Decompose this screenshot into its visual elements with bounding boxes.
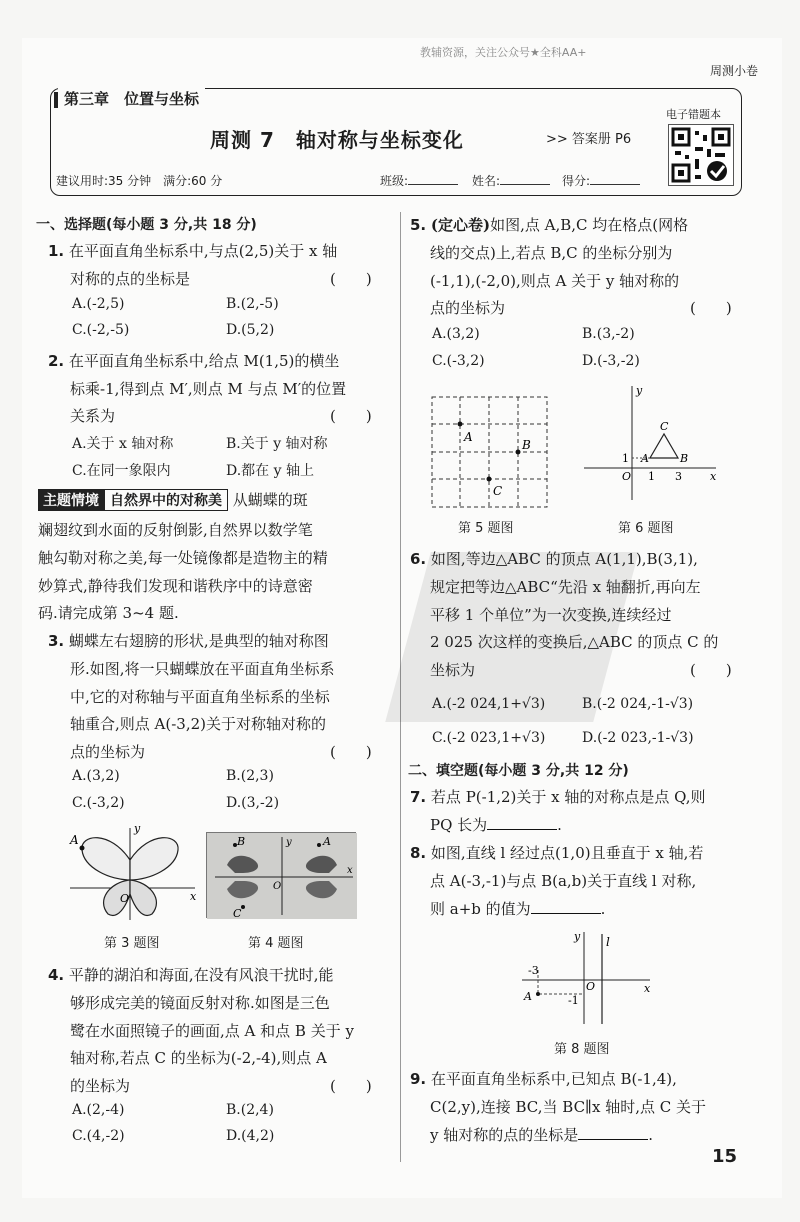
fig8-point-a: [536, 992, 540, 996]
figure-6-caption: 第 6 题图: [618, 521, 674, 536]
q3-line2: 形.如图,将一只蝴蝶放在平面直角坐标系: [70, 660, 335, 678]
q6-line5: 坐标为: [430, 661, 476, 679]
q2-option-a[interactable]: A.关于 x 轴对称: [72, 436, 174, 452]
fig6-label-x3: 3: [675, 470, 682, 483]
q8-text1: 如图,直线 l 经过点(1,0)且垂直于 x 轴,若: [430, 844, 704, 862]
meta-time: 建议用时:35 分钟 满分:60 分: [56, 174, 223, 188]
fig3-left-upper-wing: [82, 838, 130, 880]
theme-tag: 主题情境: [38, 489, 104, 511]
series-label: 周测小卷: [709, 64, 758, 78]
top-note: 教辅资源，关注公众号★全科AA+: [420, 46, 587, 59]
q6-number: 6.: [410, 550, 427, 568]
fig3-label-y: y: [134, 822, 141, 835]
fig4-label-origin: O: [273, 881, 282, 892]
q6-text1: 如图,等边△ABC 的顶点 A(1,1),B(3,1),: [430, 550, 698, 568]
q3-number: 3.: [48, 632, 65, 650]
class-label: 班级:: [380, 174, 409, 188]
q1-line2: 对称的点的坐标是: [70, 270, 191, 288]
q1-option-c[interactable]: C.(-2,-5): [72, 322, 130, 338]
name-label: 姓名:: [472, 174, 501, 188]
fig8-label-l: l: [606, 935, 610, 949]
q8-line3: [430, 898, 605, 919]
fig6-label-origin: O: [622, 470, 632, 483]
q4-line5: 的坐标为: [70, 1077, 131, 1095]
figure-5-grid: [430, 395, 550, 511]
q2-line1: [48, 350, 339, 371]
figure-5-caption: 第 5 题图: [458, 521, 514, 536]
q9-text3: y 轴对称的点的坐标是: [430, 1126, 579, 1144]
figure-8-caption: 第 8 题图: [554, 1042, 610, 1057]
q5-option-b[interactable]: B.(3,-2): [582, 326, 635, 342]
fig6-label-y1: 1: [622, 452, 629, 465]
q5-option-d[interactable]: D.(-3,-2): [582, 353, 640, 369]
q6-answer-paren[interactable]: ( ): [690, 661, 732, 679]
fig5-label-a: A: [464, 430, 473, 444]
fig8-label-neg1: -1: [568, 994, 579, 1007]
q2-number: 2.: [48, 352, 65, 370]
q7-line1: [410, 786, 706, 807]
q1-text1: 在平面直角坐标系中,与点(2,5)关于 x 轴: [68, 242, 338, 260]
fig4-label-a: A: [323, 835, 331, 848]
q2-option-c[interactable]: C.在同一象限内: [72, 463, 171, 479]
q2-answer-paren[interactable]: ( ): [330, 407, 372, 425]
figure-3-butterfly: [60, 820, 200, 925]
chapter-title: 第三章 位置与坐标: [58, 88, 205, 109]
q5-line4: 点的坐标为: [430, 299, 506, 317]
q7-number: 7.: [410, 788, 427, 806]
q6-option-c[interactable]: C.(-2 023,1+√3): [432, 730, 546, 746]
q1-number: 1.: [48, 242, 65, 260]
section-fill-title: 二、填空题(每小题 3 分,共 12 分): [408, 763, 629, 779]
q5-line3: (-1,1),(-2,0),则点 A 关于 y 轴对称的: [430, 272, 680, 290]
fig4-label-x: x: [347, 865, 353, 876]
q2-option-b[interactable]: B.关于 y 轴对称: [226, 436, 328, 452]
q7-text1: 若点 P(-1,2)关于 x 轴的对称点是点 Q,则: [430, 788, 706, 806]
q9-line2: C(2,y),连接 BC,当 BC∥x 轴时,点 C 关于: [430, 1098, 706, 1116]
q8-number: 8.: [410, 844, 427, 862]
q5-line1: [410, 214, 688, 235]
score-blank[interactable]: [590, 184, 640, 185]
fig6-label-a: A: [641, 452, 649, 465]
fig6-triangle-abc: [650, 434, 678, 458]
q8-text3: 则 a+b 的值为: [430, 900, 531, 918]
q4-line2: 够形成完美的镜面反射对称.如图是三色: [70, 994, 330, 1012]
fig5-point-a: [458, 422, 463, 427]
q8-period: .: [600, 900, 606, 918]
figure-3-caption: 第 3 题图: [104, 936, 160, 951]
q4-line1: [48, 964, 333, 985]
q9-answer-blank[interactable]: [578, 1139, 648, 1140]
q6-line3: 平移 1 个单位”为一次变换,连续经过: [430, 606, 672, 624]
q2-option-d[interactable]: D.都在 y 轴上: [226, 463, 314, 479]
qr-code-icon[interactable]: [668, 124, 734, 186]
q1-answer-paren[interactable]: ( ): [330, 270, 372, 288]
theme-line3: 触勾勒对称之美,每一处镜像都是造物主的精: [38, 549, 328, 567]
q3-line1: [48, 630, 329, 651]
q4-option-d[interactable]: D.(4,2): [226, 1128, 275, 1144]
theme-title: 自然界中的对称美: [104, 489, 228, 511]
q1-option-b[interactable]: B.(2,-5): [226, 296, 279, 312]
q3-line4: 轴重合,则点 A(-3,2)关于对称轴对称的: [70, 715, 326, 733]
q3-option-d[interactable]: D.(3,-2): [226, 795, 280, 811]
fig4-label-c: C: [233, 907, 242, 920]
q8-line2: 点 A(-3,-1)与点 B(a,b)关于直线 l 对称,: [430, 872, 697, 890]
theme-line4: 妙算式,静待我们发现和谐秩序中的诗意密: [38, 577, 313, 595]
q6-option-d[interactable]: D.(-2 023,-1-√3): [582, 730, 694, 746]
fig4-point-c: [241, 905, 245, 909]
q3-option-c[interactable]: C.(-3,2): [72, 795, 125, 811]
fig3-label-origin: O: [120, 892, 130, 905]
meta-score: [562, 172, 640, 189]
fig8-label-origin: O: [586, 980, 596, 993]
fig3-label-x: x: [190, 890, 197, 903]
fig8-label-y: y: [574, 930, 581, 943]
q9-number: 9.: [410, 1070, 427, 1088]
q6-option-a[interactable]: A.(-2 024,1+√3): [432, 696, 546, 712]
fig6-label-b: B: [680, 452, 689, 465]
theme-text1: 从蝴蝶的斑: [232, 491, 308, 509]
name-blank[interactable]: [500, 184, 550, 185]
q2-line3: 关系为: [70, 407, 116, 425]
q6-line4: 2 025 次这样的变换后,△ABC 的顶点 C 的: [430, 633, 719, 651]
q7-answer-blank[interactable]: [487, 829, 557, 830]
class-blank[interactable]: [408, 184, 458, 185]
fig8-label-a: A: [524, 990, 532, 1003]
q3-text1: 蝴蝶左右翅膀的形状,是典型的轴对称图: [68, 632, 329, 650]
fig8-label-neg3: -3: [528, 964, 539, 977]
q6-line2: 规定把等边△ABC“先沿 x 轴翻折,再向左: [430, 578, 701, 596]
theme-line2: 斓翅纹到水面的反射倒影,自然界以数学笔: [38, 521, 313, 539]
q5-number: 5.: [410, 216, 427, 234]
q1-line1: [48, 240, 337, 261]
q9-line1: [410, 1068, 677, 1089]
fig4-point-a: [317, 843, 321, 847]
figure-8-line-l: [518, 928, 658, 1028]
q7-period: .: [557, 816, 562, 834]
figure-4-photo: [206, 832, 356, 918]
q1-option-a[interactable]: A.(-2,5): [72, 296, 125, 312]
q2-line2: 标乘-1,得到点 M′,则点 M 与点 M′的位置: [70, 380, 347, 398]
q9-text1: 在平面直角坐标系中,已知点 B(-1,4),: [430, 1070, 677, 1088]
q8-answer-blank[interactable]: [531, 913, 601, 914]
fig5-label-c: C: [493, 484, 503, 498]
q3-option-a[interactable]: A.(3,2): [72, 768, 120, 784]
page-title: 周测 7 轴对称与坐标变化: [210, 128, 464, 152]
q5-option-c[interactable]: C.(-3,2): [432, 353, 485, 369]
fig5-point-b: [516, 450, 521, 455]
fig8-guide: [538, 970, 584, 994]
fig5-point-c: [487, 477, 492, 482]
fig6-label-x1: 1: [648, 470, 655, 483]
fig3-label-a: A: [70, 833, 79, 847]
q4-option-b[interactable]: B.(2,4): [226, 1102, 274, 1118]
q7-line2: [430, 814, 562, 835]
q6-option-b[interactable]: B.(-2 024,-1-√3): [582, 696, 694, 712]
fig3-right-upper-wing: [130, 838, 178, 880]
fig5-label-b: B: [522, 438, 531, 452]
q4-answer-paren[interactable]: ( ): [330, 1077, 372, 1095]
figure-4-caption: 第 4 题图: [248, 936, 304, 951]
q4-text1: 平静的湖泊和海面,在没有风浪干扰时,能: [68, 966, 334, 984]
fig4-label-y: y: [286, 837, 292, 848]
q5-option-a[interactable]: A.(3,2): [432, 326, 480, 342]
q8-line1: [410, 842, 703, 863]
fig6-label-c: C: [660, 420, 669, 433]
q5-answer-paren[interactable]: ( ): [690, 299, 732, 317]
fig3-point-a: [80, 846, 85, 851]
q4-line4: 轴对称,若点 C 的坐标为(-2,-4),则点 A: [70, 1049, 327, 1067]
q4-option-a[interactable]: A.(2,-4): [72, 1102, 125, 1118]
fig6-label-y: y: [636, 384, 643, 397]
q4-line3: 鹭在水面照镜子的画面,点 A 和点 B 关于 y: [70, 1022, 354, 1040]
q7-text2: PQ 长为: [430, 816, 488, 834]
answer-reference: >> 答案册 P6: [546, 132, 632, 147]
q4-number: 4.: [48, 966, 65, 984]
q3-option-b[interactable]: B.(2,3): [226, 768, 274, 784]
fig6-label-x: x: [710, 470, 717, 483]
fig4-label-b: B: [237, 835, 246, 848]
meta-name: [472, 172, 550, 189]
page-number: 15: [712, 1146, 738, 1167]
theme-line5: 码.请完成第 3~4 题.: [38, 604, 179, 622]
figure-6-triangle: [580, 380, 720, 510]
q5-tag: (定心卷): [430, 216, 491, 234]
q9-line3: [430, 1124, 653, 1145]
fig8-label-x: x: [644, 982, 651, 995]
q3-line5: 点的坐标为: [70, 743, 146, 761]
fig3-right-lower-wing: [130, 880, 156, 915]
qr-label: 电子错题本: [666, 108, 721, 121]
q6-line1: [410, 548, 698, 569]
q5-text1: 如图,点 A,B,C 均在格点(网格: [490, 216, 689, 234]
section-choice-title: 一、选择题(每小题 3 分,共 18 分): [36, 217, 257, 233]
q3-line3: 中,它的对称轴与平面直角坐标系的坐标: [70, 688, 330, 706]
q3-answer-paren[interactable]: ( ): [330, 743, 372, 761]
q1-option-d[interactable]: D.(5,2): [226, 322, 275, 338]
q5-line2: 线的交点)上,若点 B,C 的坐标分别为: [430, 244, 673, 262]
score-label: 得分:: [562, 174, 591, 188]
q9-period: .: [648, 1126, 654, 1144]
theme-line1: [38, 489, 308, 511]
q2-text1: 在平面直角坐标系中,给点 M(1,5)的横坐: [68, 352, 340, 370]
meta-class: [380, 172, 458, 189]
q4-option-c[interactable]: C.(4,-2): [72, 1128, 125, 1144]
